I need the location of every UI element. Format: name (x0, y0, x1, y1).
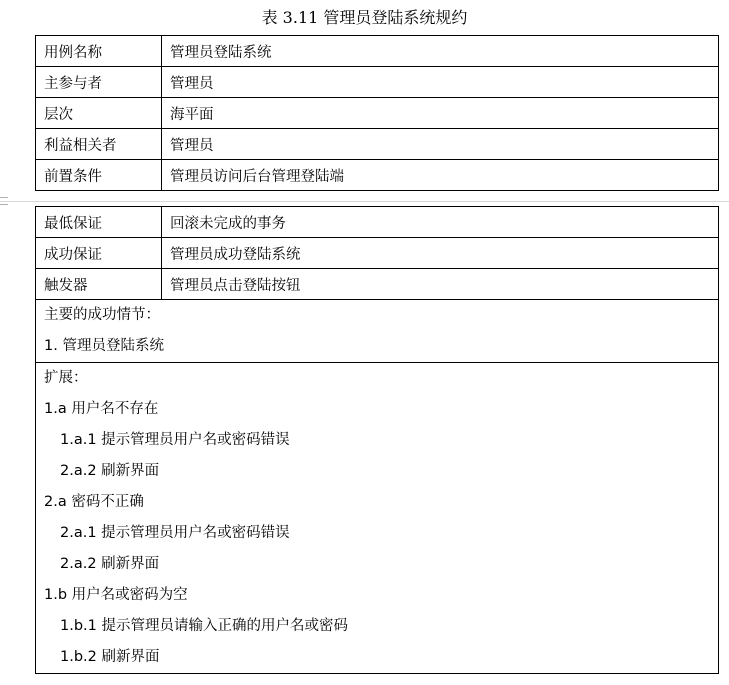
row-value-level: 海平面 (162, 98, 719, 129)
extension-line: 1.a 用户名不存在 (44, 401, 159, 417)
extensions-cell (36, 363, 719, 674)
table-row (36, 67, 719, 98)
table-row-main-scenario (36, 300, 719, 363)
row-value-trigger: 管理员点击登陆按钮 (162, 269, 719, 300)
row-value-minimal-guarantee: 回滚未完成的事务 (162, 207, 719, 238)
table-row (36, 207, 719, 238)
row-label-use-case-name: 用例名称 (36, 36, 162, 67)
row-label-success-guarantee: 成功保证 (36, 238, 162, 269)
row-label-preconditions: 前置条件 (36, 160, 162, 191)
row-value-success-guarantee: 管理员成功登陆系统 (162, 238, 719, 269)
page-break-line (0, 201, 729, 202)
extension-line: 1.b.2 刷新界面 (60, 649, 160, 665)
extension-line: 2.a 密码不正确 (44, 494, 144, 510)
table-row (36, 160, 719, 191)
use-case-table-top (35, 35, 719, 191)
table-row (36, 129, 719, 160)
extension-line: 1.a.1 提示管理员用户名或密码错误 (60, 432, 290, 448)
table-row (36, 36, 719, 67)
extension-line: 1.b.1 提示管理员请输入正确的用户名或密码 (60, 618, 348, 634)
page-break-divider (0, 197, 729, 205)
row-value-primary-actor: 管理员 (162, 67, 719, 98)
extension-line: 1.b 用户名或密码为空 (44, 587, 188, 603)
row-label-stakeholders: 利益相关者 (36, 129, 162, 160)
row-label-trigger: 触发器 (36, 269, 162, 300)
table-row (36, 269, 719, 300)
extension-line: 2.a.2 刷新界面 (60, 463, 160, 479)
row-label-primary-actor: 主参与者 (36, 67, 162, 98)
row-value-use-case-name: 管理员登陆系统 (162, 36, 719, 67)
table-caption: 表 3.11 管理员登陆系统规约 (261, 8, 468, 27)
extensions-title: 扩展： (44, 370, 88, 386)
table-row (36, 98, 719, 129)
use-case-table-bottom (35, 206, 719, 674)
table-row-extensions (36, 363, 719, 674)
extension-line: 2.a.1 提示管理员用户名或密码错误 (60, 525, 290, 541)
row-value-preconditions: 管理员访问后台管理登陆端 (162, 160, 719, 191)
extension-line: 2.a.2 刷新界面 (60, 556, 160, 572)
row-label-level: 层次 (36, 98, 162, 129)
main-scenario-title: 主要的成功情节： (44, 307, 160, 323)
table-row (36, 238, 719, 269)
row-value-stakeholders: 管理员 (162, 129, 719, 160)
main-scenario-cell (36, 300, 719, 363)
main-scenario-step: 1. 管理员登陆系统 (44, 338, 164, 354)
row-label-minimal-guarantee: 最低保证 (36, 207, 162, 238)
